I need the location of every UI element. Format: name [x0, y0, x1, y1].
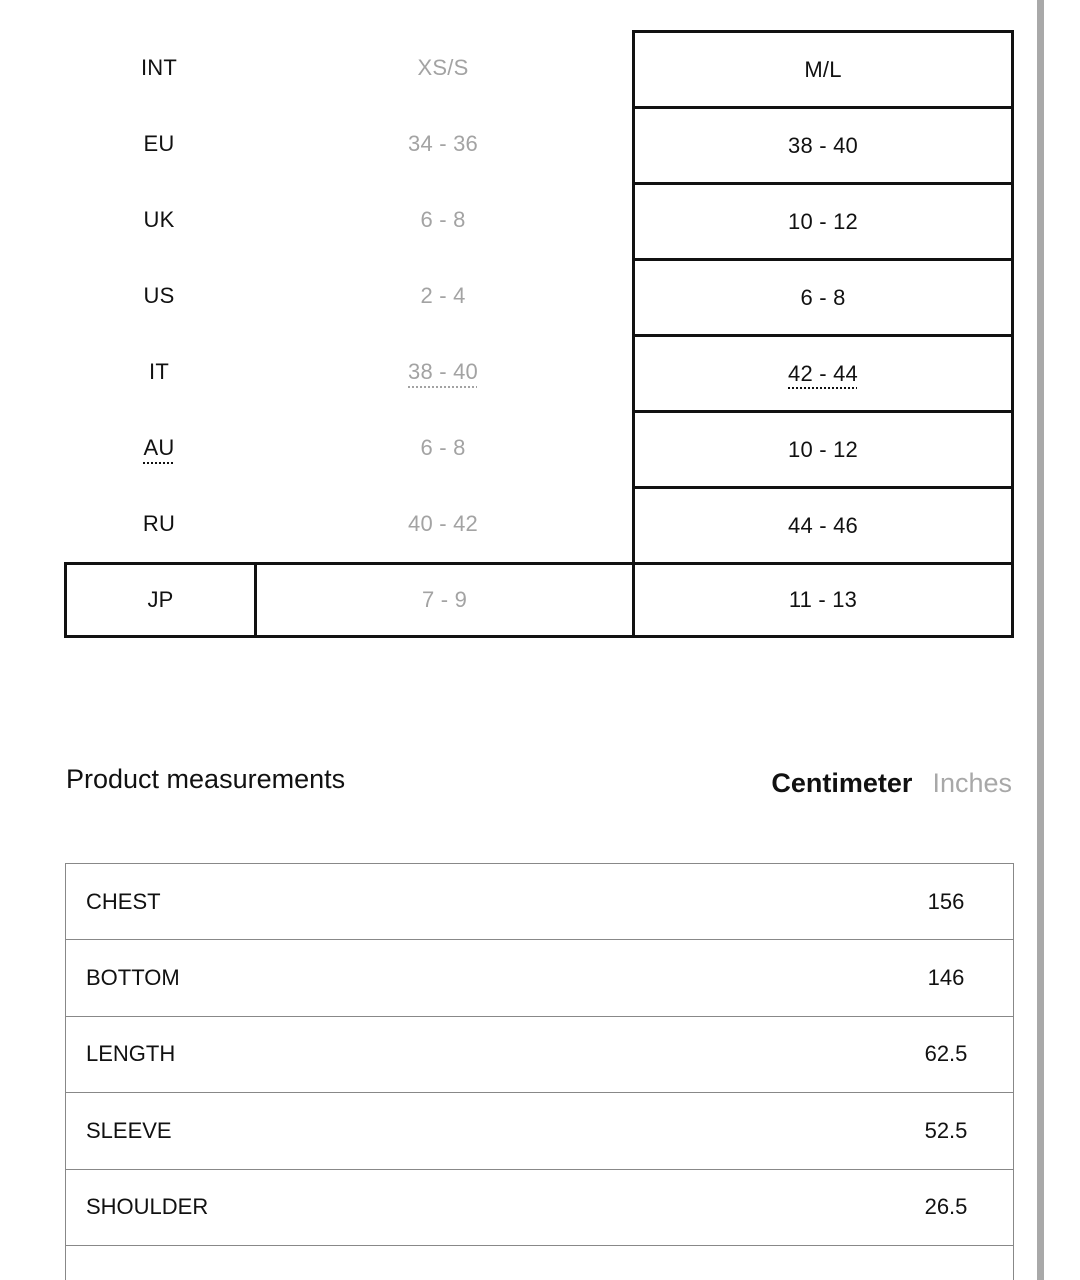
- size-row-it: [64, 334, 1014, 410]
- size-m-l-cell[interactable]: 10 - 12: [632, 182, 1014, 258]
- measurement-label: BOTTOM: [86, 965, 180, 991]
- measurement-label: SLEEVE: [86, 1117, 172, 1143]
- measurement-row-chest: [65, 864, 1014, 940]
- size-m-l-cell[interactable]: 44 - 46: [632, 486, 1014, 562]
- measurement-row-shoulder: [65, 1170, 1014, 1246]
- size-xs-s-cell[interactable]: 6 - 8: [420, 435, 466, 460]
- measurements-table: [65, 863, 1014, 1280]
- size-m-l-cell[interactable]: 10 - 12: [632, 410, 1014, 486]
- size-row-au: [64, 410, 1014, 486]
- size-xs-s-cell[interactable]: XS/S: [417, 55, 469, 80]
- size-row-int: [64, 30, 1014, 106]
- measurement-row-sleeve: [65, 1093, 1014, 1169]
- unit-centimeter-button[interactable]: Centimeter: [771, 768, 913, 798]
- size-row-uk: [64, 182, 1014, 258]
- size-tooltip-text[interactable]: 38 - 40: [408, 359, 478, 384]
- size-xs-s-cell[interactable]: [254, 334, 632, 410]
- measurement-label: SHOULDER: [86, 1194, 209, 1220]
- region-label: UK: [143, 207, 175, 232]
- size-row-eu: [64, 106, 1014, 182]
- size-m-l-cell[interactable]: 38 - 40: [632, 106, 1014, 182]
- size-row-us: [64, 258, 1014, 334]
- size-tooltip-text[interactable]: 42 - 44: [788, 360, 858, 386]
- scrollbar[interactable]: [1037, 0, 1044, 1280]
- measurement-row-bottom: [65, 940, 1014, 1016]
- region-label: JP: [64, 562, 254, 638]
- region-label: RU: [142, 511, 176, 536]
- measurement-value: 156: [927, 888, 965, 914]
- measurement-value: 52.5: [924, 1117, 968, 1143]
- size-xs-s-cell[interactable]: 7 - 9: [254, 562, 632, 638]
- size-row-jp: [64, 562, 1014, 638]
- unit-toggle: [771, 768, 1012, 799]
- size-m-l-cell[interactable]: M/L: [632, 30, 1014, 106]
- size-xs-s-cell[interactable]: 34 - 36: [408, 131, 478, 156]
- measurement-label: CHEST: [86, 888, 161, 914]
- measurement-label: LENGTH: [86, 1041, 176, 1067]
- measurement-value: 146: [927, 965, 965, 991]
- size-m-l-cell[interactable]: 11 - 13: [632, 562, 1014, 638]
- region-label: INT: [140, 55, 178, 80]
- size-xs-s-cell[interactable]: 2 - 4: [420, 283, 466, 308]
- region-label: US: [143, 283, 175, 308]
- measurements-title: Product measurements: [66, 764, 346, 794]
- size-conversion-table: [64, 30, 1014, 638]
- measurement-row-length: [65, 1017, 1014, 1093]
- measurement-value: 62.5: [924, 1041, 968, 1067]
- region-label: EU: [143, 131, 175, 156]
- measurement-row-partial: [65, 1246, 1014, 1280]
- measurement-value: 26.5: [924, 1194, 968, 1220]
- size-m-l-cell[interactable]: [632, 334, 1014, 410]
- size-row-ru: [64, 486, 1014, 562]
- size-xs-s-cell[interactable]: 40 - 42: [408, 511, 478, 536]
- unit-inches-button[interactable]: Inches: [932, 768, 1012, 798]
- region-label: [64, 410, 254, 486]
- size-xs-s-cell[interactable]: 6 - 8: [420, 207, 466, 232]
- region-tooltip-text[interactable]: AU: [143, 435, 175, 460]
- region-label: IT: [149, 359, 169, 384]
- size-m-l-cell[interactable]: 6 - 8: [632, 258, 1014, 334]
